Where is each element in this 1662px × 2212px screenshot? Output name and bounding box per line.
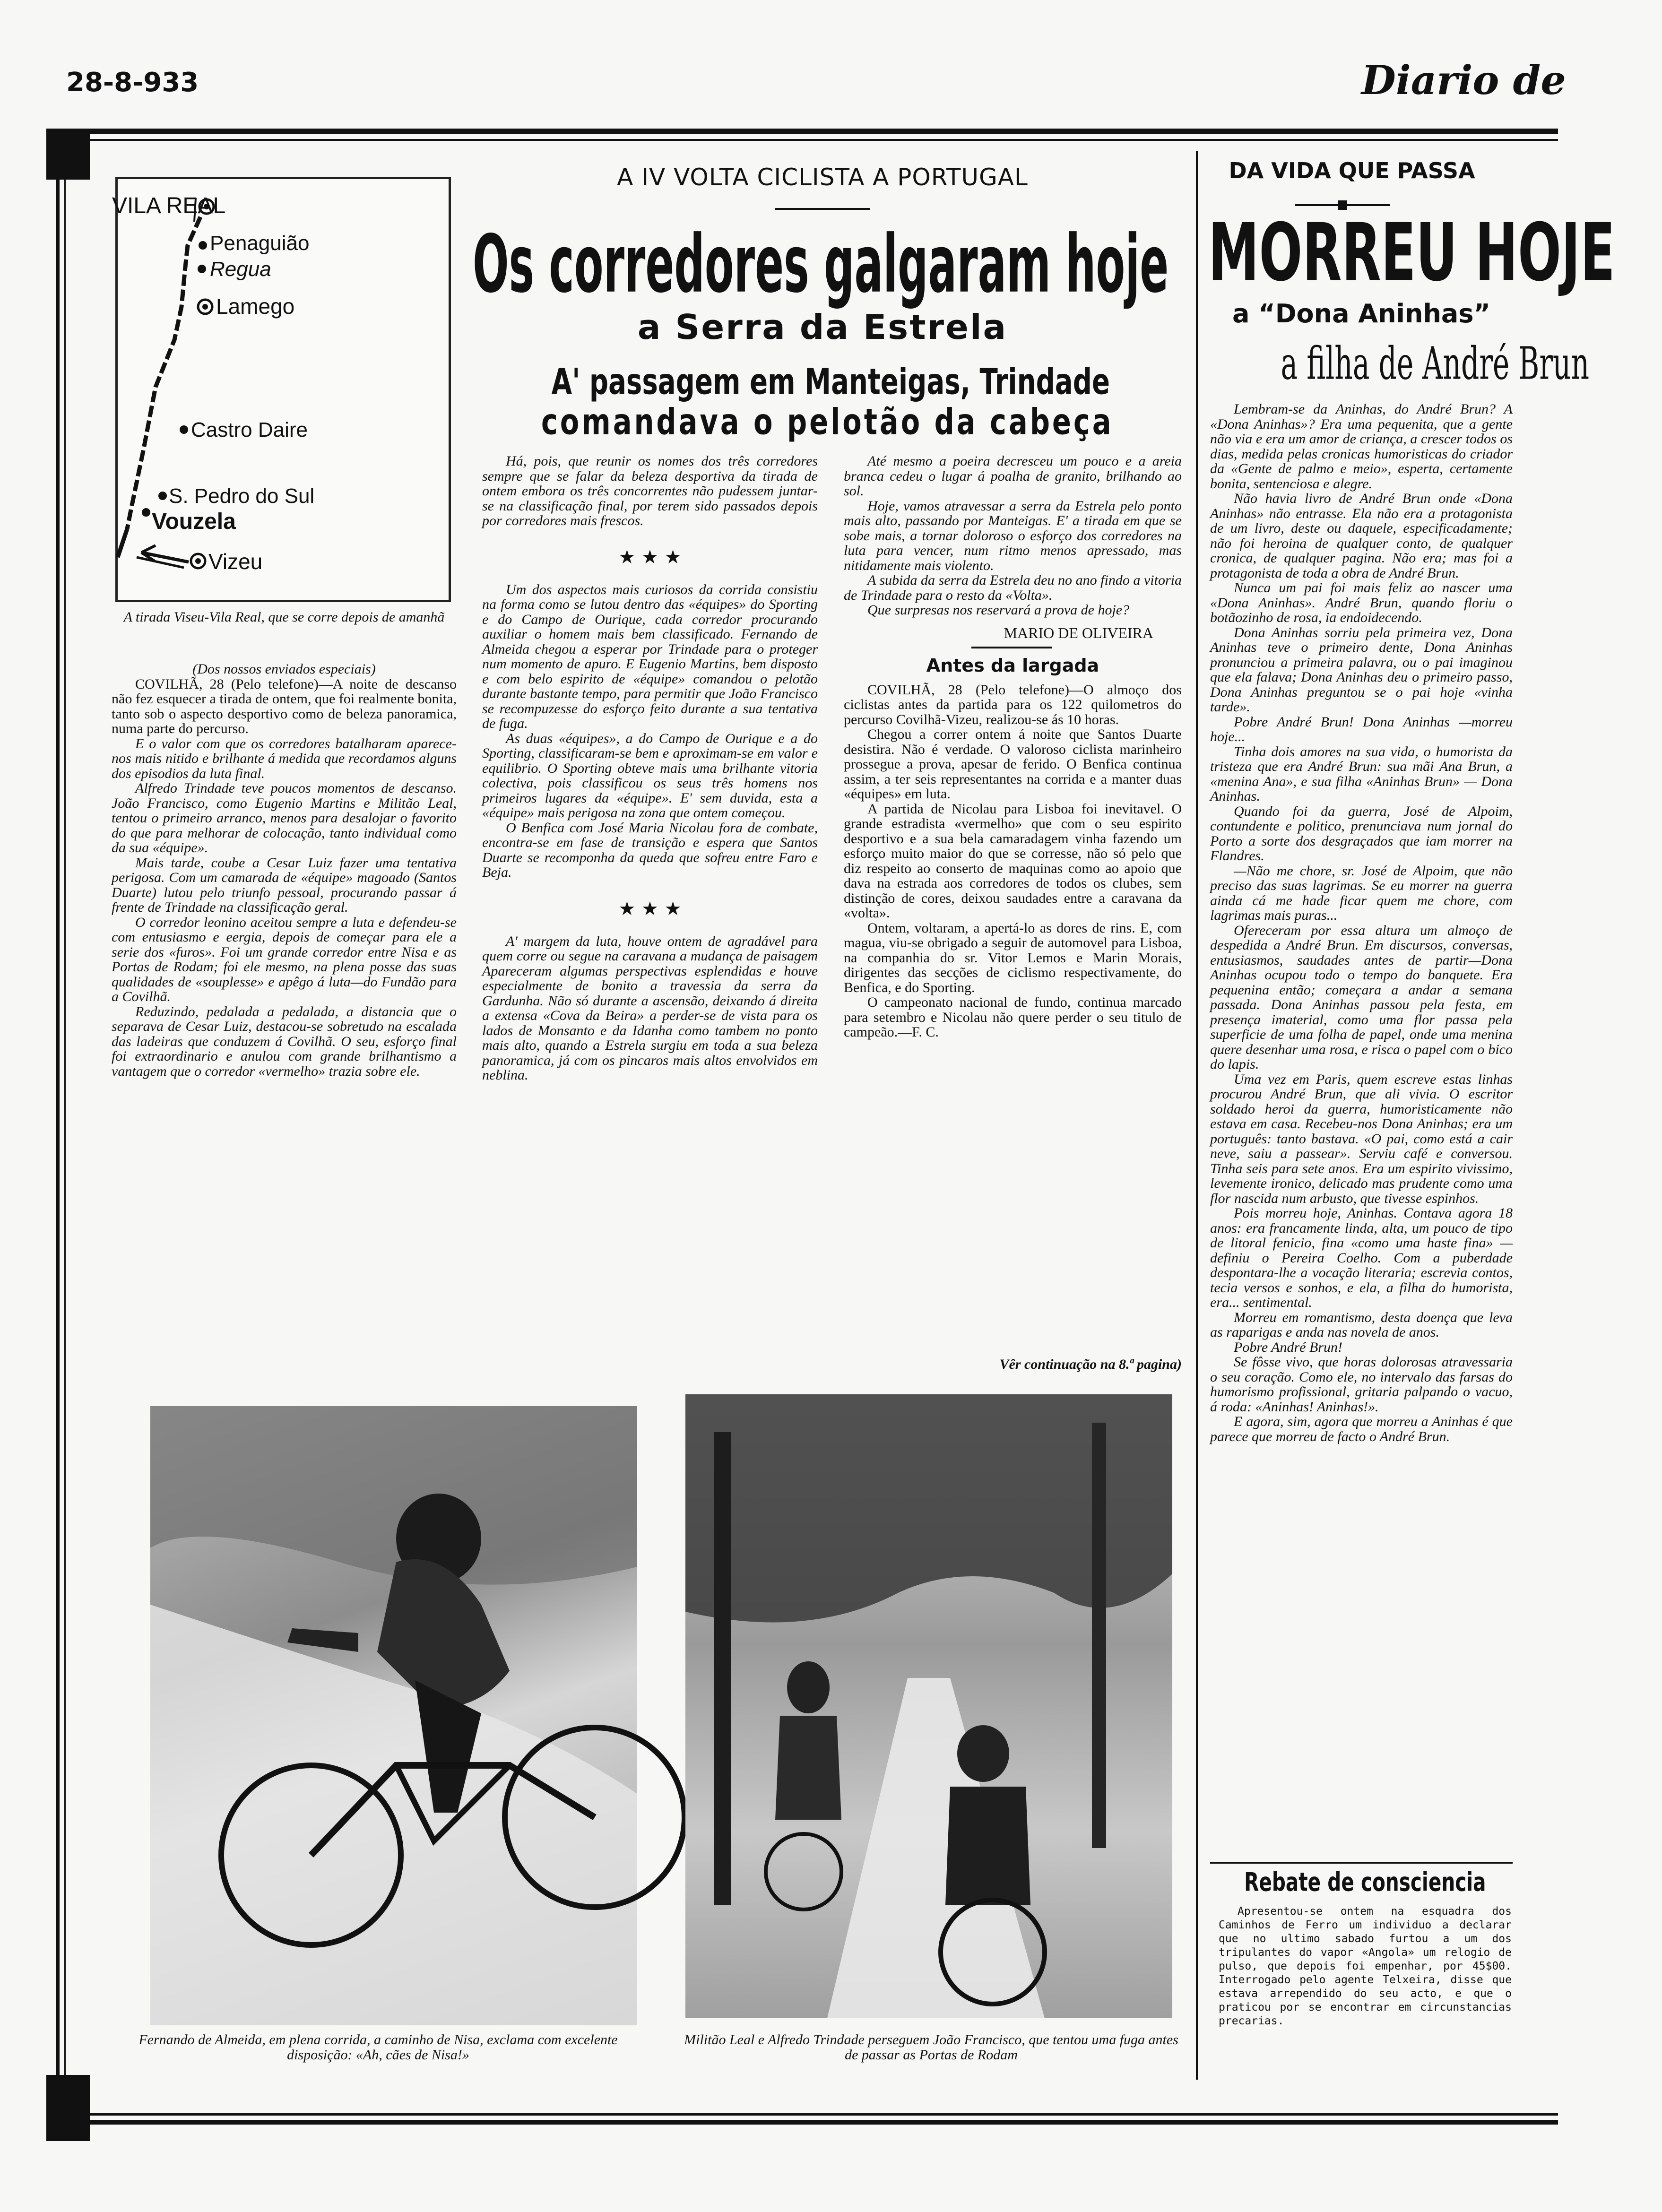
col3-paragraph: O campeonato nacional de fundo, continua marcado para setembro e Nicolau não quere perder o seu titulo de campeão.—F. C. (844, 994, 1182, 1040)
col3-paragraph: Hoje, vamos atravessar a serra da Estrela pelo ponto mais alto, passando por Manteigas. E' a tirada em que se sobe mais, a tornar doloroso o esforço dos corredores na luta para vencer, num ritmo menos apressado, mas nitidamente mais violento. (844, 498, 1182, 573)
col3-paragraph: COVILHÃ, 28 (Pelo telefone)—O almoço dos ciclistas antes da partida para os 122 quilometros do percurso Covilhã-Vizeu, realizou-se ás 10 horas. (844, 682, 1182, 727)
side-headline: MORREU HOJE (1208, 207, 1615, 299)
map-label-castro-daire: Castro Daire (191, 418, 308, 441)
section-stars: ★ ★ ★ (618, 898, 682, 920)
side-deck: a filha de André Brun (1281, 337, 1590, 390)
side-paragraph: Nunca um pai foi mais feliz ao nascer uma «Dona Aninhas». André Brun, quando floriu o botãozinho de rosa, ia endoidecendo. (1210, 580, 1513, 625)
corner-block-top (46, 129, 90, 180)
col1-credit: (Dos nossos enviados especiais) (192, 661, 376, 677)
byline: MARIO DE OLIVEIRA (1004, 624, 1153, 641)
map-label-s-pedro-do-sul: S. Pedro do Sul (169, 484, 315, 508)
col3-paragraph: Chegou a correr ontem á noite que Santos Duarte desistira. Não é verdade. O valoroso ciclista marinheiro prossegue a prova, apesar de ferido. O Benfica continua assim, a ter seis representantes na corrida e a manter duas «équipes» em luta. (844, 726, 1182, 802)
route-map-svg (112, 179, 449, 600)
col3-paragraph: A partida de Nicolau para Lisboa foi inevitavel. O grande estradista «vermelho» que com o seu espirito desportivo e a sua bela camaradagem vinha fazendo um esforço muito maior do que se corresse, não só pelo que diz respeito ao conserto de maquinas como ao apoio que dava na estrada aos corredores de todos os clubes, sem distinção de cores, deixou saudades entre a caravana da «volta». (844, 801, 1182, 921)
col1-paragraph: E o valor com que os corredores batalharam aparece-nos mais nitido e brilhante á medida que recordamos alguns dos episodios da luta final. (112, 735, 457, 781)
side-kicker: DA VIDA QUE PASSA (1229, 158, 1475, 183)
side-paragraph: Ofereceram por essa altura um almoço de despedida a André Brun. Em discursos, conversas, entusiasmos, saudades antes de partir—Dona Aninhas ocupou todo o tempo do banquete. Era pequenina então; começara a andar a semana passada. Dona Aninhas passou pela festa, em presença imaterial, como uma flor passa pela superficie de uma folha de papel, onde uma menina quere desenhar uma rosa, e risca o papel com o bico do lapis. (1210, 922, 1513, 1072)
col2-paragraph: As duas «équipes», a do Campo de Ourique e a do Sporting, classificaram-se bem e aproximam-se em valor e equilibrio. O Sporting obteve mais uma brilhante vitoria colectiva, pois classificou os seus três homens nos primeiros lugares da «équipe». E' sem duvida, esta a «équipe» mais perigosa na zona que ontem começou. (482, 730, 818, 821)
side-paragraph: Pois morreu hoje, Aninhas. Contava agora 18 anos: era francamente linda, alta, um pouco de tipo de litoral fenicio, fina «como uma haste fina» —definiu o Pereira Coelho. Com a puberdade despontara-lhe a vocação literaria; escrevia contos, tecia versos e sonhos, e ela, a filha do humorista, era... sentimental. (1210, 1205, 1513, 1310)
box-text: Apresentou-se ontem na esquadra dos Caminhos de Ferro um individuo a declarar que no ultimo sabado furtou a um dos tripulantes do vapor «Angola» um relogio de pulso, que depois foi empenhar, por 45$00. Interrogado pelo agente Telxeira, disse que estava arrependido do seu acto, e que o praticou por se encontrar em circunstancias precarias. (1219, 1905, 1512, 2027)
map-label-penaguiao: Penaguião (210, 232, 310, 255)
article-column-3 (844, 454, 1182, 1394)
col3-paragraph: Que surpresas nos reservará a prova de hoje? (867, 602, 1130, 618)
col1-paragraph: Alfredo Trindade teve poucos momentos de descanso. João Francisco, como Eugenio Martins e Militão Leal, tentou o primeiro arranco, menos para desalojar o favorito do que para melhorar de colocação, tanto individual como da sua «équipe». (112, 780, 457, 855)
col1-paragraph: O corredor leonino aceitou sempre a luta e defendeu-se com entusiasmo e eergia, depois de começar para ele a serie dos «furos». Foi um grande corredor entre Nisa e as Portas de Rodam; foi ele mesmo, na plena posse das suas qualidades de «souplesse» e apêgo á luta—do Fundão para a Covilhã. (112, 914, 457, 1004)
article-column-1 (112, 662, 457, 1385)
page-date: 28-8-933 (66, 67, 199, 98)
side-paragraph: Dona Aninhas sorriu pela primeira vez, Dona Aninhas teve o primeiro dente, Dona Aninhas pronunciou a primeira palavra, ou o pai imaginou que ela falava; Dona Aninhas deu o primeiro passo, Dona Aninhas preguntou se o pai hoje «vinha tarde». (1210, 624, 1513, 715)
col3-paragraph: Até mesmo a poeira decresceu um pouco e a areia branca cedeu o lugar á poalha de granito, brilhando ao sol. (844, 453, 1182, 499)
top-rule-thin (61, 139, 1558, 141)
col3-paragraph: Ontem, voltaram, a apertá-lo as dores de rins. E, com magua, viu-se obrigado a seguir de automovel para Lisboa, na companhia do sr. Vitor Lemos e Marin Morais, dirigentes das secções de ciclismo respectivamente, do Benfica, e do Sporting. (844, 920, 1182, 995)
side-paragraph: Pobre André Brun! (1234, 1339, 1342, 1355)
left-frame-rule-thin (64, 175, 66, 2094)
map-label-lamego: Lamego (216, 294, 295, 319)
col2-paragraph: Há, pois, que reunir os nomes dos três corredores sempre que se falar da beleza desportiva da tirada de ontem embora os três concorrentes não pudessem juntar-se na classificação final, por terem sido passados depois por corredores mais frescos. (482, 453, 818, 528)
side-paragraph: Não havia livro de André Brun onde «Dona Aninhas» não entrasse. Ela não era a protagonista de um livro, deste ou daquele, especificadamente; não foi heroina de qualquer conto, de qualquer cronica, de qualquer pagina. Não era; mas foi a protagonista de toda a obra de André Brun. (1210, 491, 1513, 581)
map-label-regua: Regua (210, 258, 271, 281)
side-paragraph: Tinha dois amores na sua vida, o humorista da tristeza que era André Brun: sua mãi Ana Brun, a «menina Ana», e sua filha «Aninhas Brun» — Dona Aninhas. (1210, 743, 1513, 804)
masthead: Diario de (1361, 57, 1566, 104)
box-title: Rebate de consciencia (1244, 1867, 1486, 1898)
photo-cyclist-left (150, 1406, 637, 2025)
main-deck-line2: comandava o pelotão da cabeça (541, 401, 1114, 443)
col3-paragraph: A subida da serra da Estrela deu no ano findo a vitoria de Trindade para o resto da «Volta». (844, 572, 1182, 603)
side-paragraph: Se fôsse vivo, que horas dolorosas atravessaria o seu coração. Como ele, no intervalo das farsas do humorismo profissional, gritaria palpando o vacuo, á roda: «Aninhas! Aninhas!». (1210, 1354, 1513, 1415)
box-top-rule (1210, 1862, 1513, 1864)
bottom-rule (61, 2113, 1558, 2116)
side-paragraph: Lembram-se da Aninhas, do André Brun? A «Dona Aninhas»? Era uma pequenita, que a gente não via e era um amor de criança, a crescer todos os dias, medida pelas cronicas humoristicas do criador da «Gente de palmo e meio», esperta, certamente bonita, sentenciosa e alegre. (1210, 401, 1513, 492)
col1-paragraph: Mais tarde, coube a Cesar Luiz fazer uma tentativa perigosa. Com um camarada de «équipe» magoado (Santos Duarte) lutou pelo triunfo pessoal, procurando passar á frente de Trindade na classificação geral. (112, 855, 457, 915)
side-column-divider (1196, 151, 1198, 2080)
section-subtitle: Antes da largada (926, 655, 1099, 676)
side-paragraph: Pobre André Brun! Dona Aninhas —morreu hoje... (1210, 714, 1513, 744)
side-paragraph: —Não me chore, sr. José de Alpoim, que não preciso das suas lagrimas. Se eu morrer na guerra ainda cá me hade ficar quem me chore, com lagrimas mais puras... (1210, 863, 1513, 923)
photo-right-caption: Militão Leal e Alfredo Trindade perseguem João Francisco, que tentou uma fuga antes de passar as Portas de Rodam (684, 2032, 1178, 2063)
route-map (112, 177, 451, 602)
corner-block-bottom (46, 2075, 90, 2141)
col1-paragraph: COVILHÃ, 28 (Pelo telefone)—A noite de descanso não fez esquecer a tirada de ontem, que foi realmente bonita, tanto sob o aspecto desportivo como de beleza panoramica, numa parte do percurso. (112, 676, 457, 736)
col2-paragraph: A' margem da luta, houve ontem de agradável para quem corre ou segue na caravana a mudança de paisagem Apareceram algumas perspectivas esplendidas e houve especialmente de bonito a travessia da serra da Gardunha. Não só durante a ascensão, deixando á direita a extensa «Cova da Beira» a perder-se de vista para os lados de Monsanto e da Idanha como tambem no ponto mais alto, quando a Estrela surgiu em toda a sua beleza panoramica, já com os pincaros mais altos envolvidos em neblina. (482, 933, 818, 1083)
section-stars: ★ ★ ★ (618, 546, 682, 568)
col1-paragraph: Reduzindo, pedalada a pedalada, a distancia que o separava de Cesar Luiz, destacou-se sobretudo na escalada das ladeiras que conduzem á Covilhã. O seu, esforço final foi extraordinario e anulou com grande brilhantismo a vantagem que o corredor «vermelho» trazia sobre ele. (112, 1003, 457, 1079)
map-label-vizeu: Vizeu (208, 549, 263, 574)
map-label-vouzela: Vouzela (152, 509, 236, 534)
side-paragraph: E agora, sim, agora que morreu a Aninhas é que parece que morreu de facto o André Brun. (1210, 1414, 1513, 1444)
article-column-2 (482, 454, 818, 1380)
photo-left-caption: Fernando de Almeida, em plena corrida, a caminho de Nisa, exclama com excelente disposição: «Ah, cães de Nisa!» (138, 2032, 618, 2063)
main-headline: Os corredores galgaram hoje (473, 218, 1169, 311)
col2-paragraph: Um dos aspectos mais curiosos da corrida consistiu na forma como se lutou dentro das «équipes» do Sporting e do Campo de Ourique, cada corredor procurando auxiliar o homem mais bem classificado. Fernando de Almeida chegou a esperar por Trindade para o proteger num momento de apuro. E Eugenio Martins, bem disposto e com belo espirito de «équipe» comandou o pelotão durante bastante tempo, para permitir que João Francisco se recompuzesse do esforço feito durante a sua tentativa de fuga. (482, 581, 818, 731)
side-paragraph: Morreu em romantismo, desta doença que leva as raparigas e anda nas novela de anos. (1210, 1309, 1513, 1340)
kicker-rule (775, 208, 870, 210)
main-deck-line1: A' passagem em Manteigas, Trindade (551, 361, 1110, 403)
photo-cyclists-right (685, 1394, 1172, 2018)
side-subhead: a “Dona Aninhas” (1232, 299, 1491, 328)
continuation-note: Vêr continuação na 8.ª pagina) (999, 1357, 1182, 1372)
side-article (1210, 402, 1513, 1853)
side-paragraph: Uma vez em Paris, quem escreve estas linhas procurou André Brun, que ali vivia. O escritor soldado heroi da guerra, humoristicamente não estava em casa. Recebeu-nos Dona Aninhas; era um português: tanto bastava. «O pai, como está a cair neve, saiu a passear». Serviu café e conversou. Tinha seis para sete anos. Era um espirito vivissimo, levemente ironico, delicado mas prudente como uma flor nascida num arbusto, que tivesse espinhos. (1210, 1071, 1513, 1206)
map-caption: A tirada Viseu-Vila Real, que se corre depois de amanhã (123, 609, 445, 625)
bottom-rule-thick (61, 2120, 1558, 2125)
side-paragraph: Quando foi da guerra, José de Alpoim, contundente e politico, prenunciava num jornal do Porto a sorte dos desgraçados que iam morrer na Flandres. (1210, 803, 1513, 864)
map-label-vila-real: VILA REAL (112, 193, 226, 218)
main-kicker: A IV VOLTA CICLISTA A PORTUGAL (617, 164, 1028, 191)
main-subhead: a Serra da Estrela (637, 307, 1008, 347)
top-rule (61, 129, 1558, 134)
left-frame-rule (56, 175, 60, 2094)
col2-paragraph: O Benfica com José Maria Nicolau fora de combate, encontra-se em fase de transição e espera que Santos Duarte se recomponha da queda que sofreu entre Faro e Beja. (482, 820, 818, 880)
